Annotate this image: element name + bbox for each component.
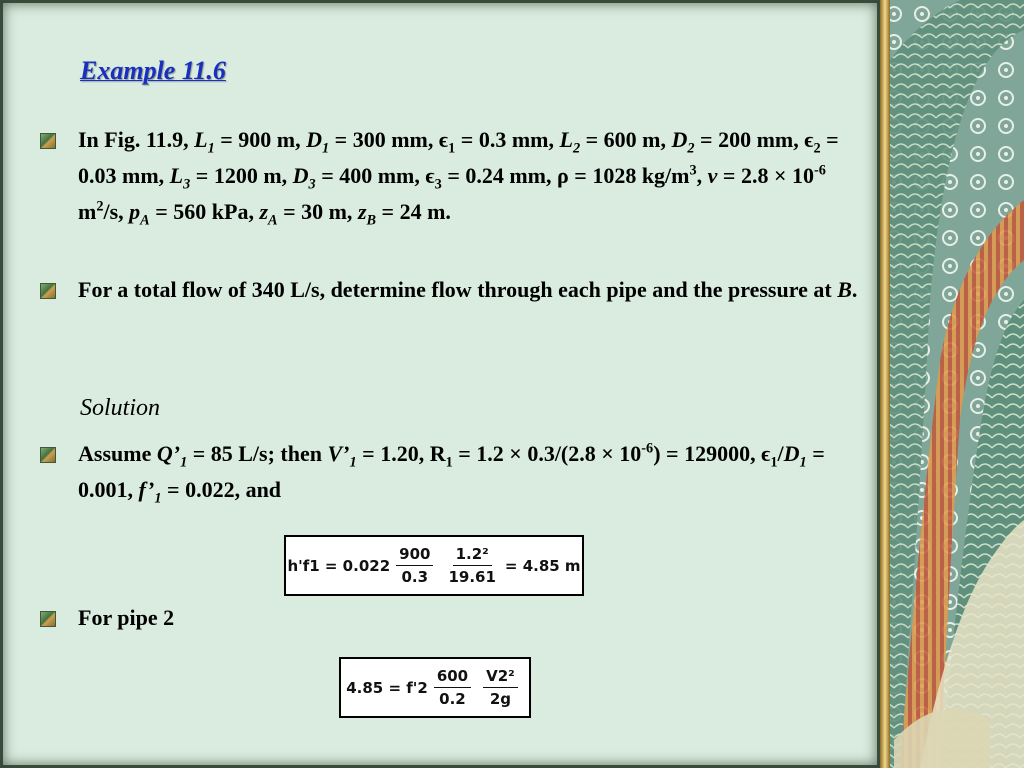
solution-label: Solution <box>80 395 161 421</box>
equation-box-1: h'f1 = 0.022 $\frac{900}{0.3}$ $\frac{\text{1.2²}}{19.61}$ = 4.85 m <box>284 535 584 596</box>
floral-pattern-graphic <box>880 0 1024 768</box>
bullet-icon <box>40 611 56 627</box>
given-data-paragraph: In Fig. 11.9, $L_1 = 900$ m, $D_1 = 300$ mm, $\epsilon_1 = 0.3$ mm, $L_2 = 600$ m, $D_2 = 200$ mm, $\epsilon_2 = 0.03$ mm, $L_3 = 1200$ m, $D_3 = 400$ mm, $\epsilon_3 = 0.24$ mm, ρ = 1028 $kg/m^3$, $v = 2.8 \times 10^{-6}$ $m^2/s$, $p_A = 560$ kPa, $z_A = 30$ m, $z_B = 24$ m. <box>78 127 839 229</box>
bullet-icon <box>40 283 56 299</box>
assumption-paragraph: Assume $Q’_1 = 85$ L/s; then $V’_1 = 1.20$, $R_1 = 1.2 \times 0.3/(2.8 \times 10^{-6}) = 129000$, $\epsilon_1/D_1 = 0.001$, $f’_1 = 0.022$, and <box>78 440 825 507</box>
task-paragraph: For a total flow of 340 L/s, determine flow through each pipe and the pressure at B. <box>78 277 858 302</box>
decorative-side-panel <box>880 0 1024 768</box>
bullet-icon <box>40 133 56 149</box>
bullet-icon <box>40 447 56 463</box>
equation-box-2: 4.85 = f'2 $\frac{600}{0.2}$ $\frac{\text{V2²}}{2g}$ <box>339 657 531 718</box>
slide-title: Example 11.6 <box>80 56 226 85</box>
pipe2-paragraph: For pipe 2 <box>78 605 175 630</box>
